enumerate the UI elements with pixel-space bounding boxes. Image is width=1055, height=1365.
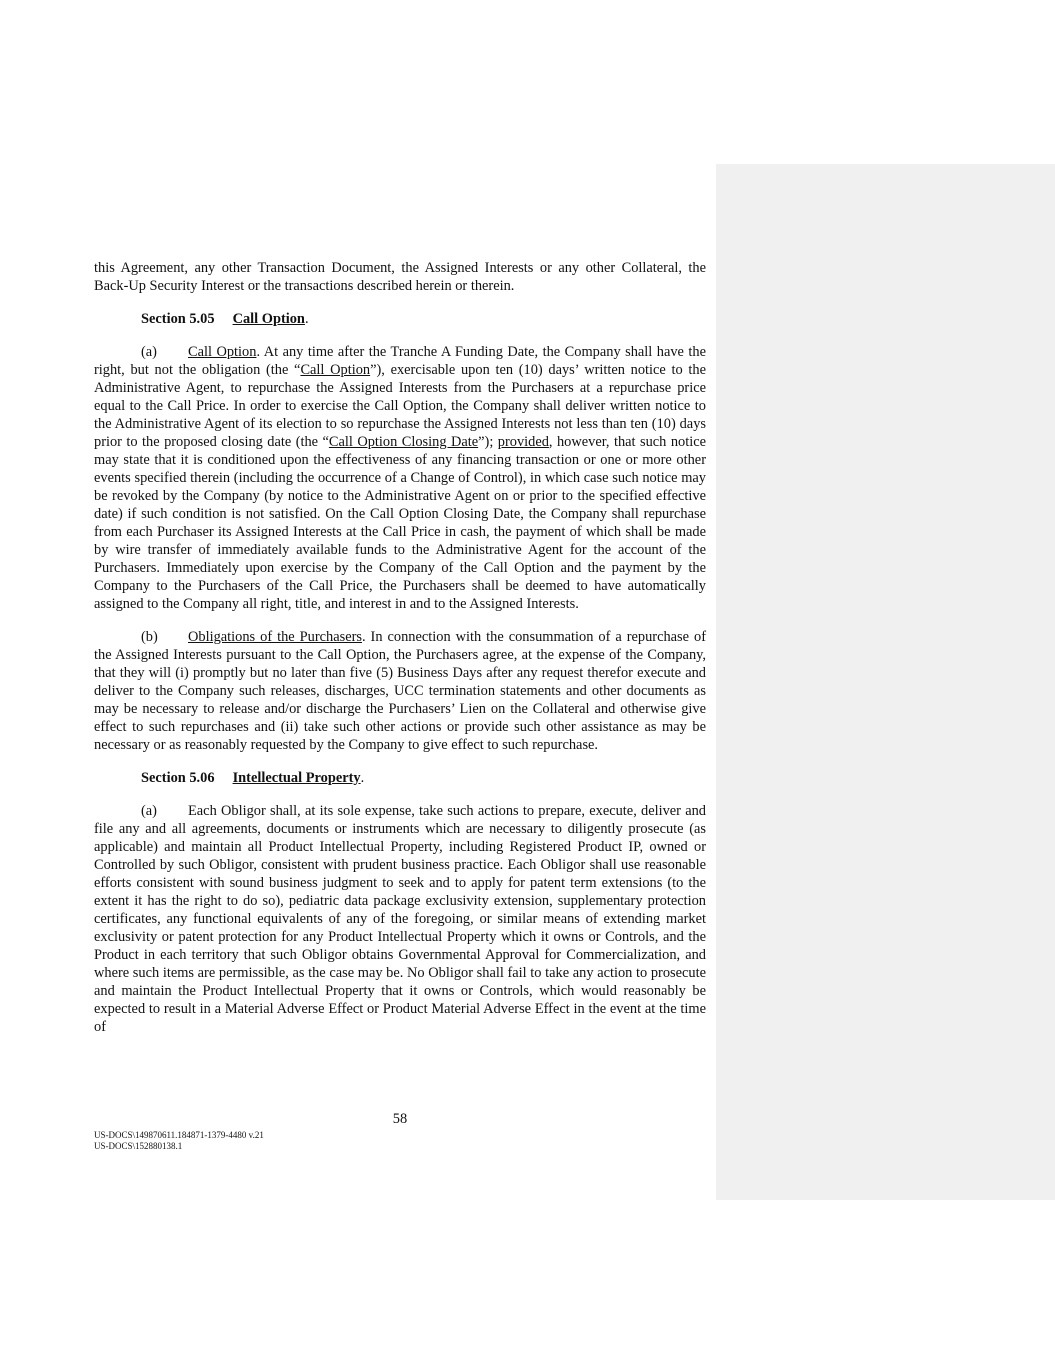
paragraph-text: Each Obligor shall, at its sole expense, take such actions to prepare, execute, deliver and file any and all agreements, documents or instruments which are necessary to diligently prosecute (as applicable) and maintain all Product Intellectual Property, including Registered Product IP, owned or Controlled by such Obligor, consistent with prudent business practice. Each Obligor shall use reasonable efforts consistent with sound business judgment to seek and to apply for patent term extensions (to the extent it has the right to do so), pediatric data package exclusivity extension, supplementary protection certificates, any functional equivalents of any of the foregoing, or similar means of extending market exclusivity or patent protection for any Product Intellectual Property which it owns or Controls, and the Product in each territory that such Obligor obtains Governmental Approval for Commercialization, and where such items are permissible, as the case may be. No Obligor shall fail to take any action to prosecute and maintain the Product Intellectual Property that it owns or Controls, which would reasonably be expected to result in a Material Adverse Effect or Product Material Adverse Effect in the event at the time of [94, 803, 706, 1035]
paragraph-text: ”), exercisable upon ten (10) days’ written notice to the Administrative Agent, to repurchase the Assigned Interests from the Purchasers at a repurchase price equal to the Call Price. In order to exercise the Call Option, the Company shall deliver written notice to the Administrative Agent of its election to so repurchase the Assigned Interests not less than ten (10) days prior to the proposed closing date (the “ [94, 362, 706, 450]
section-title: Call Option [232, 311, 305, 327]
page-number: 58 [392, 1111, 408, 1127]
section-heading-5-05: Section 5.05 Call Option. [141, 311, 309, 327]
comment-pane [716, 164, 1055, 1200]
paragraph-heading: Call Option [188, 344, 257, 360]
paragraph-intellectual-property [94, 802, 706, 1036]
section-number: Section 5.05 [141, 311, 215, 327]
document-id-footer [94, 1130, 264, 1152]
paragraph-call-option [94, 343, 706, 613]
paragraph-label: (b) [141, 629, 158, 645]
document-id-2: US-DOCS\152880138.1 [94, 1141, 183, 1151]
paragraph-text: . At any time after the Tranche A Funding Date, the Company shall have the right, but not the obligation (the “ [94, 344, 706, 378]
paragraph-text: ”); [478, 434, 498, 450]
paragraph-text: , however, that such notice may state that it is conditioned upon the effectiveness of any financing transaction or one or more other events specified therein (including the occurrence of a Change of Control), in which case such notice may be revoked by the Company (by notice to the Administrative Agent on or prior to the specified effective date) if such condition is not satisfied. On the Call Option Closing Date, the Company shall repurchase from each Purchaser its Assigned Interests at the Call Price in cash, the payment of which shall be made by wire transfer of immediately available funds to the Administrative Agent for the account of the Purchasers. Immediately upon exercise by the Company of the Call Option and the payment by the Company to the Purchasers of the Call Price, the Purchasers shall be deemed to have automatically assigned to the Company all right, title, and interest in and to the Assigned Interests. [94, 434, 706, 612]
continuation-paragraph: this Agreement, any other Transaction Document, the Assigned Interests or any other Collateral, the Back-Up Security Interest or the transactions described herein or therein. [94, 260, 706, 294]
section-title: Intellectual Property [232, 770, 361, 786]
paragraph-label: (a) [141, 344, 157, 360]
section-number: Section 5.06 [141, 770, 215, 786]
document-id-1: US-DOCS\149870611.184871-1379-4480 v.21 [94, 1130, 264, 1140]
paragraph-obligations-of-purchasers [94, 628, 706, 754]
defined-term: Call Option [300, 362, 371, 378]
paragraph-heading: Obligations of the Purchasers [188, 629, 362, 645]
paragraph-label: (a) [141, 803, 157, 819]
paragraph-text: . In connection with the consummation of a repurchase of the Assigned Interests pursuant to the Call Option, the Purchasers agree, at the expense of the Company, that they will (i) promptly but no later than five (5) Business Days after any request therefor execute and deliver to the Company such releases, discharges, UCC termination statements and other documents as may be necessary to release and/or discharge the Purchasers’ Lien on the Collateral and otherwise give effect to such repurchases and (ii) take such other actions or provide such other assistance as may be necessary or as reasonably requested by the Company to give effect to such repurchase. [94, 629, 707, 753]
provided-term: provided [497, 434, 549, 450]
defined-term: Call Option Closing Date [328, 434, 479, 450]
document-body [94, 259, 706, 1036]
section-heading-5-06: Section 5.06 Intellectual Property. [141, 770, 365, 786]
